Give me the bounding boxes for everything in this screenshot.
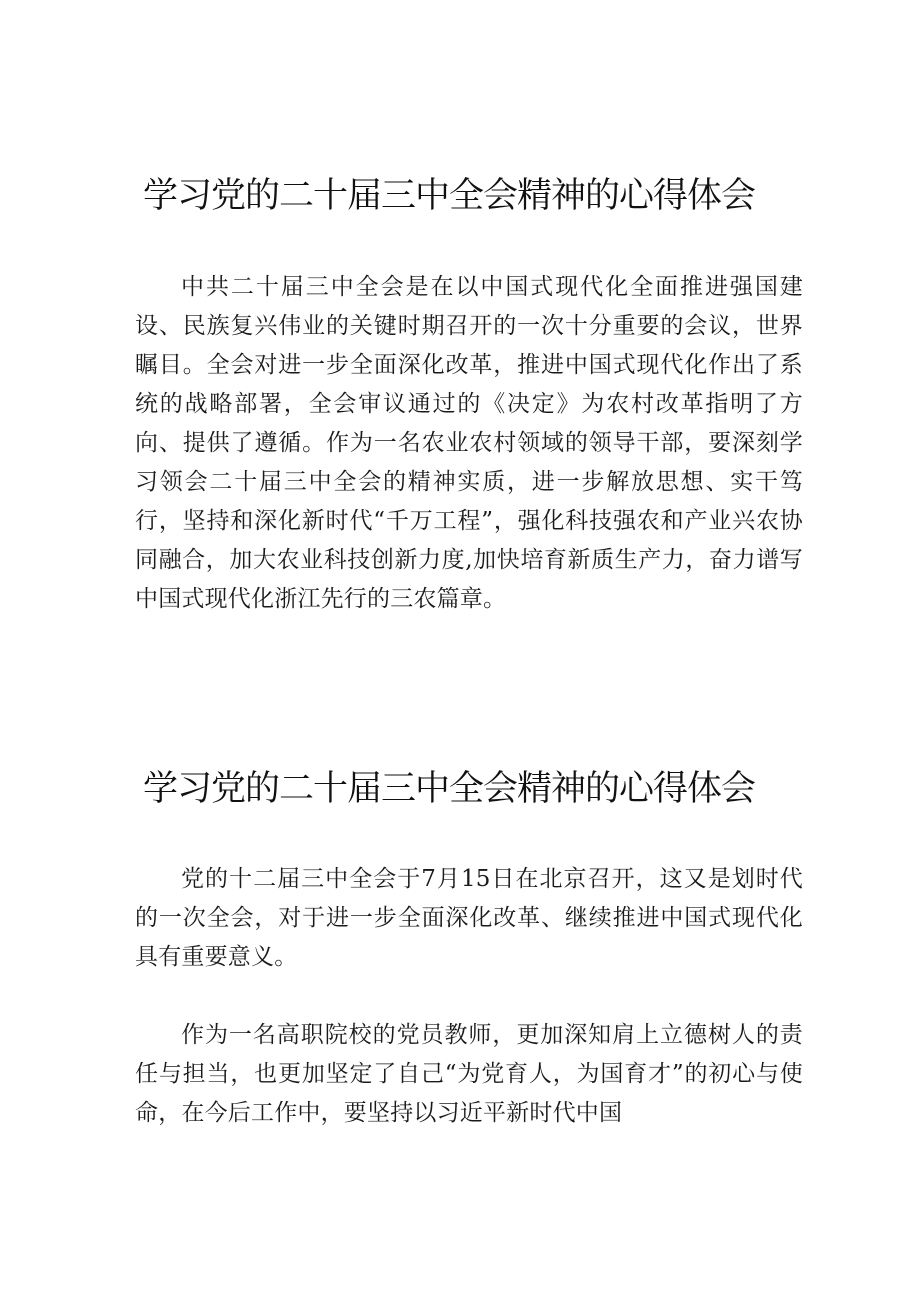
section-title-2: 学习党的二十届三中全会精神的心得体会 — [143, 769, 756, 809]
section-title-1: 学习党的二十届三中全会精神的心得体会 — [143, 176, 756, 216]
section-2-paragraph-2: 作为一名高职院校的党员教师，更加深知肩上立德树人的责任与担当，也更加坚定了自己“为党育人，为国育才”的初心与使命，在今后工作中，要坚持以习近平新时代中国 — [135, 1022, 803, 1126]
section-2-paragraph-1: 党的十二届三中全会于7月15日在北京召开，这又是划时代的一次全会，对于进一步全面深化改革、继续推进中国式现代化具有重要意义。 — [135, 866, 803, 970]
section-1-paragraph-1: 中共二十届三中全会是在以中国式现代化全面推进强国建设、民族复兴伟业的关键时期召开的一次十分重要的会议，世界瞩目。全会对进一步全面深化改革，推进中国式现代化作出了系统的战略部署，全会审议通过的《决定》为农村改革指明了方向、提供了遵循。作为一名农业农村领域的领导干部，要深刻学习领会二十届三中全会的精神实质，进一步解放思想、实干笃行，坚持和深化新时代“千万工程”，强化科技强农和产业兴农协同融合，加大农业科技创新力度,加快培育新质生产力，奋力谱写中国式现代化浙江先行的三农篇章。 — [135, 274, 803, 612]
